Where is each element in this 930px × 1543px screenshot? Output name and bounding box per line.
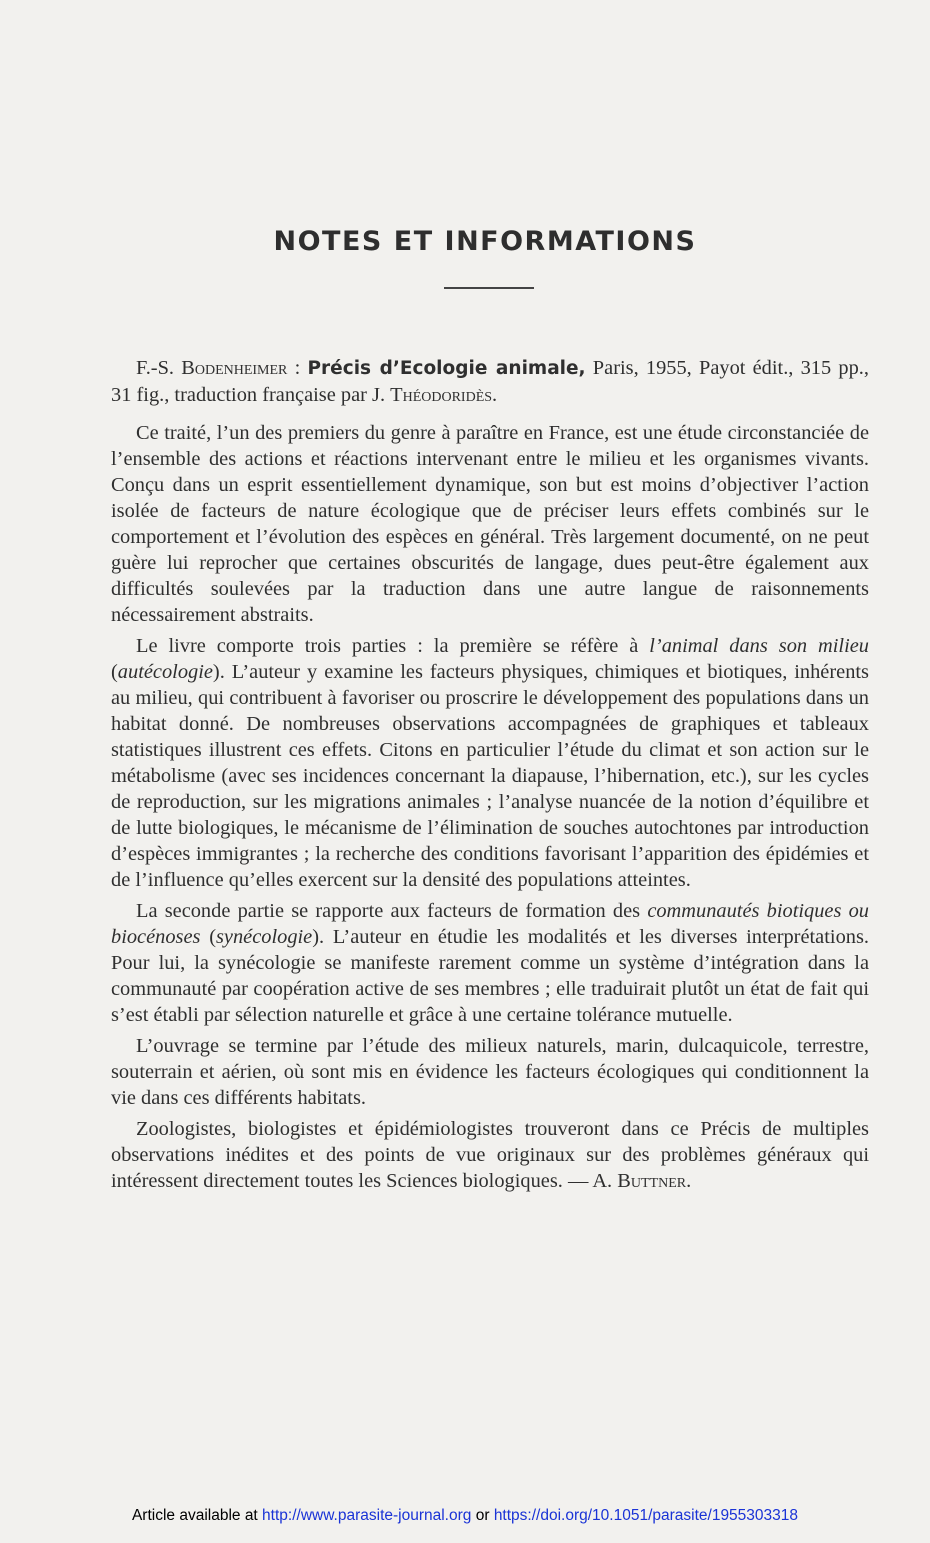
reviewer-signature: Buttner	[617, 1170, 687, 1192]
citation-end: .	[492, 384, 498, 406]
paragraph-part-three: L’ouvrage se termine par l’étude des milieux naturels, marin, dulcaquicole, terrestre, souterrain et aérien, où sont mis en évidence les facteurs écologiques qui conditionnent la vie dans ces différents habitats.	[111, 1035, 869, 1109]
paragraph-text: ). L’auteur en étudie les modalités et les diverses interprétations. Pour lui, la synécologie se manifeste rarement comme un système d’intégration dans la communauté par coopération active de ses membres ; elle traduirait plutôt un état de fait qui s’est établi par sélection naturelle et grâce à une certaine tolérance mutuelle.	[111, 926, 869, 1026]
paragraph-text: ). L’auteur y examine les facteurs physiques, chimiques et biotiques, inhérents au milieu, qui contribuent à favoriser ou proscrire le développement des populations dans un habitat donné. De nombreuses observations accompagnées de graphiques et tableaux statistiques illustrent ces effets. Citons en particulier l’étude du climat et son action sur le métabolisme (avec ses incidences concernant la diapause, l’hibernation, etc.), sur les cycles de reproduction, sur les migrations animales ; l’analyse nuancée de la notion d’équilibre et de lutte biologiques, le mécanisme de l’élimination de souches autochtones par introduction d’espèces immigrantes ; la recherche des conditions favorisant l’apparition des épidémies et de l’influence qu’elles exercent sur la densité des populations atteintes.	[111, 661, 869, 891]
paragraph-part-one	[111, 633, 869, 893]
paragraph-text: La seconde partie se rapporte aux facteurs de formation des	[136, 900, 648, 922]
paragraph-text: Zoologistes, biologistes et épidémiologistes trouveront dans ce Précis de multiples observations inédites et des points de vue originaux sur des problèmes généraux qui intéressent directement toutes les Sciences biologiques. — A.	[111, 1118, 869, 1192]
book-title: Précis d’Ecologie animale,	[307, 358, 586, 379]
italic-term: communautés biotiques ou biocénoses	[111, 900, 869, 948]
translator-name: Théodoridès	[390, 384, 493, 406]
author-surname: Bodenheimer	[181, 357, 288, 379]
book-citation	[111, 355, 869, 408]
article-availability-footer	[0, 1507, 930, 1525]
footer-prefix: Article available at	[131, 1507, 263, 1524]
italic-term: synécologie	[215, 926, 313, 948]
paragraph-conclusion	[111, 1116, 869, 1194]
page-title: NOTES ET INFORMATIONS	[273, 226, 697, 257]
paragraph-part-two	[111, 898, 869, 1028]
citation-separator: :	[287, 357, 308, 379]
title-divider	[444, 287, 534, 289]
publication-details: Paris, 1955, Payot édit., 315 pp., 31 fig., traduction française par J.	[111, 357, 869, 406]
journal-link[interactable]: http://www.parasite-journal.org	[262, 1507, 472, 1524]
book-review	[111, 355, 869, 1199]
author-initials: F.-S.	[136, 357, 182, 379]
paragraph-text: .	[686, 1170, 692, 1192]
paragraph-intro: Ce traité, l’un des premiers du genre à paraître en France, est une étude circonstanciée de l’ensemble des actions et réactions intervenant entre le milieu et les organismes vivants. Conçu dans un esprit essentiellement dynamique, son but est moins d’objectiver l’action isolée de facteurs de nature écologique que de préciser leurs effets combinés sur le comportement et l’évolution des espèces en général. Très largement documenté, on ne peut guère lui reprocher que certaines obscurités de langage, dues peut-être également aux difficultés soulevées par la traduction dans une autre langue de raisonnements nécessairement abstraits.	[111, 422, 869, 626]
doi-link[interactable]: https://doi.org/10.1051/parasite/1955303318	[493, 1507, 799, 1524]
paragraph-text: (	[111, 661, 118, 683]
italic-term: autécologie	[117, 661, 213, 683]
footer-middle: or	[471, 1507, 494, 1524]
paragraph-text: (	[200, 926, 216, 948]
italic-term: l’animal dans son milieu	[649, 635, 869, 657]
paragraph-text: Le livre comporte trois parties : la première se réfère à	[136, 635, 650, 657]
